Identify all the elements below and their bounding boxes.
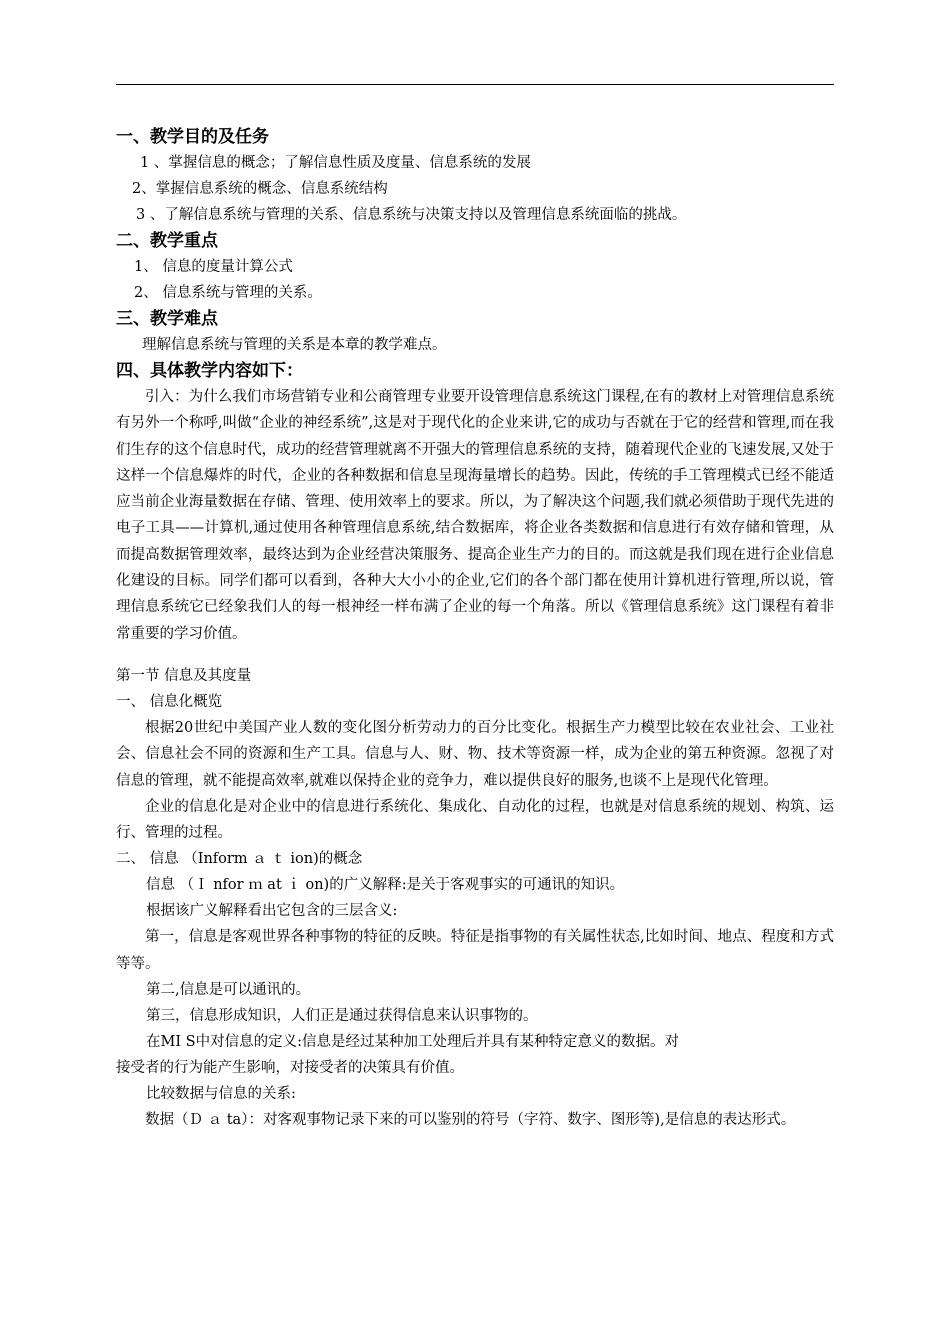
paragraph-line: 在MI S中对信息的定义:信息是经过某种加工处理后并具有某种特定意义的数据。对 — [146, 1034, 679, 1051]
intro-paragraph: 引入：为什么我们市场营销专业和公商管理专业要开设管理信息系统这门课程,在有的教材上对管理信息系统有另外一个称呼,叫做“企业的神经系统”,这是对于现代化的企业来讲,它的成功与否就在于它的经营和管理,而在我们生存的这个信息时代，成功的经营管理就离不开强大的管理信息系统的支持，随着现代企业的飞速发展,又处于这样一个信息爆炸的时代，企业的各种数据和信息呈现海量增长的趋势。因此，传统的手工管理模式已经不能适应当前企业海量数据在存储、管理、使用效率上的要求。所以，为了解决这个问题,我们就必须借助于现代先进的电子工具——计算机,通过使用各种管理信息系统,结合数据库，将企业各类数据和信息进行有效存储和管理，从而提高数据管理效率，最终达到为企业经营决策服务、提高企业生产力的目的。而这就是我们现在进行企业信息化建设的目标。同学们都可以看到，各种大大小小的企业,它们的各个部门都在使用计算机进行管理,所以说，管理信息系统它已经象我们人的每一根神经一样布满了企业的每一个角落。所以《管理信息系统》这门课程有着非常重要的学习价值。 — [116, 389, 834, 642]
document-body — [116, 124, 834, 1133]
paragraph-line: 第三，信息形成知识，人们正是通过获得信息来认识事物的。 — [146, 1008, 538, 1025]
paragraph: 第一，信息是客观世界各种事物的特征的反映。特征是指事物的有关属性状态,比如时间、地点、程度和方式等等。 — [116, 929, 834, 972]
heading-difficulty: 三、教学难点 — [116, 309, 218, 329]
objective-item: 3 、了解信息系统与管理的关系、信息系统与决策支持以及管理信息系统面临的挑战。 — [136, 207, 687, 223]
heading-objectives: 一、教学目的及任务 — [116, 127, 269, 147]
paragraph-line: 第二,信息是可以通讯的。 — [146, 982, 311, 999]
paragraph-line: 接受者的行为能产生影响，对接受者的决策具有价值。 — [116, 1060, 464, 1077]
paragraph: 根据20世纪中美国产业人数的变化图分析劳动力的百分比变化。根据生产力模型比较在农业社会、工业社会、信息社会不同的资源和生产工具。信息与人、财、物、技术等资源一样，成为企业的第五种资源。忽视了对信息的管理，就不能提高效率,就难以保持企业的竞争力，难以提供良好的服务,也谈不上是现代化管理。 — [116, 719, 834, 789]
paragraph-line: 比较数据与信息的关系: — [146, 1086, 296, 1103]
section-title: 第一节 信息及其度量 — [116, 667, 252, 684]
objective-item: 2、掌握信息系统的概念、信息系统结构 — [132, 181, 388, 197]
heading-content: 四、具体教学内容如下： — [116, 361, 303, 381]
key-point-item: 2、 信息系统与管理的关系。 — [134, 285, 322, 301]
paragraph: 企业的信息化是对企业中的信息进行系统化、集成化、自动化的过程，也就是对信息系统的规划、构筑、运行、管理的过程。 — [116, 798, 834, 842]
paragraph: 数据（Ｄ ａ ta）：对客观事物记录下来的可以鉴别的符号（字符、数字、图形等),是信息的表达形式。 — [145, 1112, 796, 1129]
key-point-item: 1、 信息的度量计算公式 — [134, 259, 293, 275]
spacer — [116, 647, 834, 663]
header-rule — [116, 84, 834, 85]
subsection-title: 一、 信息化概览 — [116, 693, 223, 710]
paragraph-line: 信息 （Ｉ nfor ｍ at ｉ on)的广义解释:是关于客观事实的可通讯的知识。 — [146, 877, 625, 894]
objective-item: 1 、掌握信息的概念；了解信息性质及度量、信息系统的发展 — [140, 155, 531, 171]
paragraph-line: 根据该广义解释看出它包含的三层含义: — [146, 903, 398, 920]
heading-key-points: 二、教学重点 — [116, 231, 218, 251]
difficulty-text: 理解信息系统与管理的关系是本章的教学难点。 — [142, 337, 447, 353]
subsection-title: 二、 信息 （Inform ａ ｔ ion)的概念 — [116, 851, 363, 868]
